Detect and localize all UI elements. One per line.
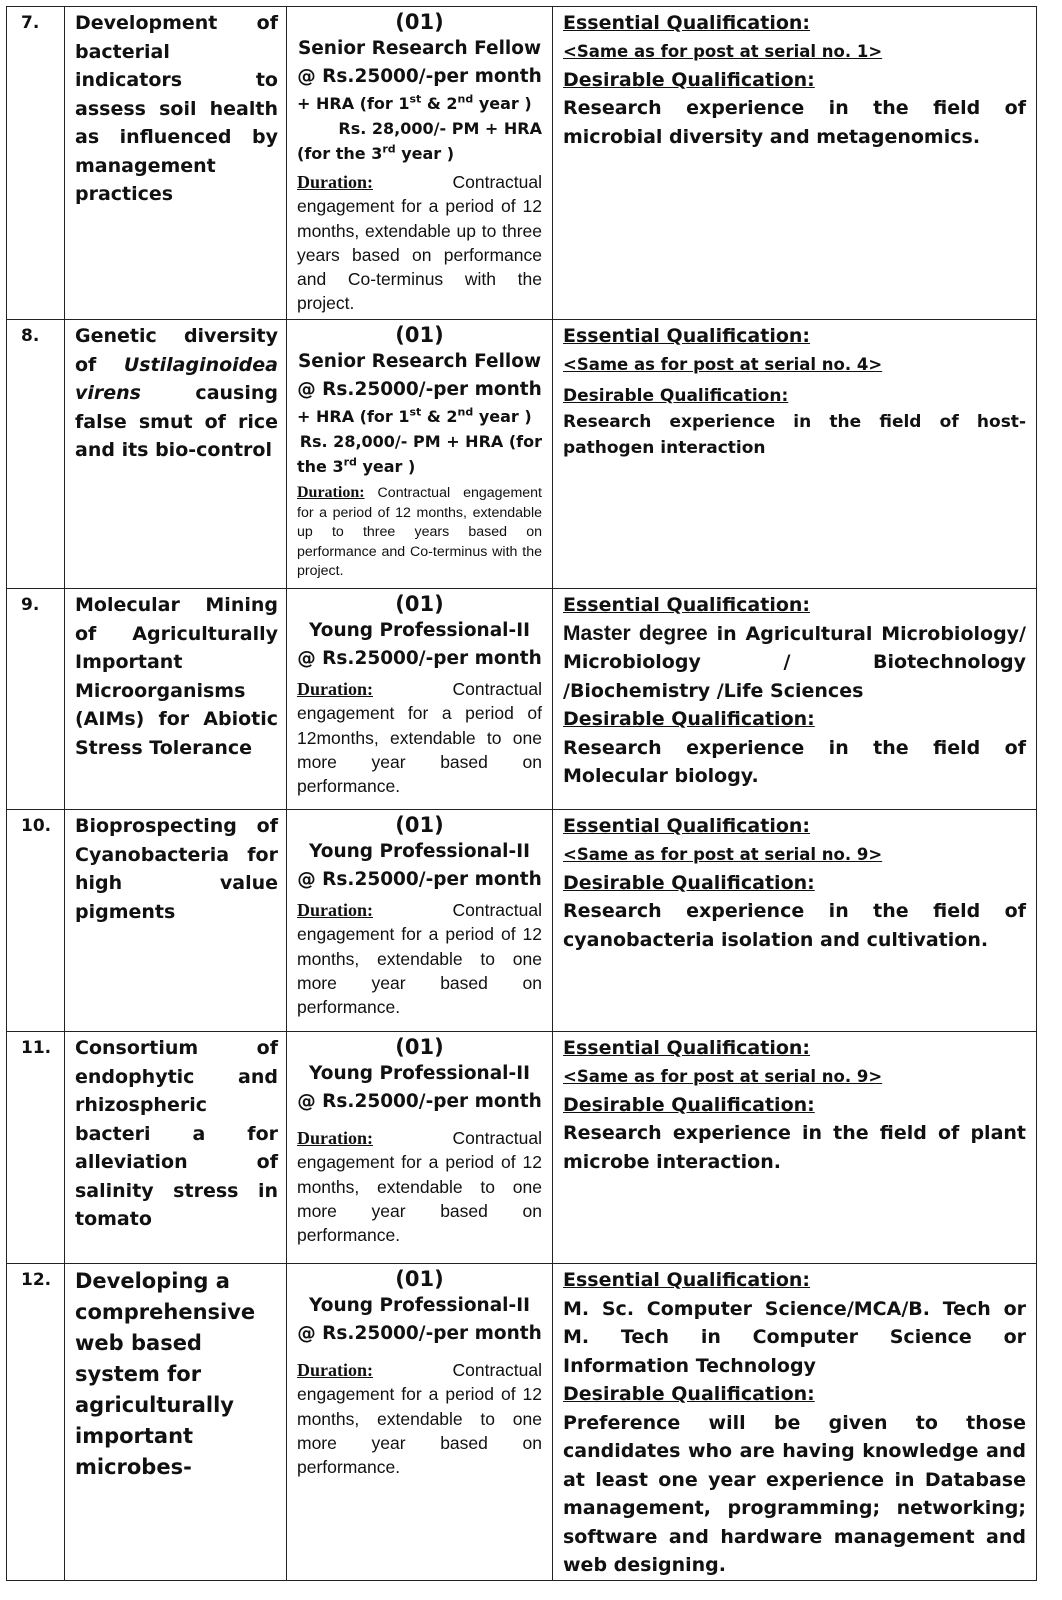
serial-cell xyxy=(7,1264,65,1581)
essential-qualification-heading: Essential Qualification: xyxy=(563,1037,811,1059)
essential-qualification-text: <Same as for post at serial no. 9> xyxy=(563,1066,883,1086)
stipend: @ Rs.25000/-per month xyxy=(297,1323,542,1344)
duration: Duration: Contractual engagement for a period of 12 months, extendable to one more year based on performance. xyxy=(297,900,542,1018)
essential-qualification-heading: Essential Qualification: xyxy=(563,12,811,34)
post-cell xyxy=(287,1032,553,1264)
desirable-qualification-text: Preference will be given to those candidates who are having knowledge and at least one year experience in Database management, programming; networking; software and hardware management and web designing. xyxy=(563,1411,1026,1576)
desirable-qualification-heading: Desirable Qualification: xyxy=(563,708,815,730)
stipend: @ Rs.25000/-per month xyxy=(297,379,542,400)
desirable-qualification-heading: Desirable Qualification: xyxy=(563,68,815,91)
essential-qualification-text: M. Sc. Computer Science/MCA/B. Tech or M. Tech in Computer Science or Information Technology xyxy=(563,1297,1026,1377)
essential-qualification-text: <Same as for post at serial no. 1> xyxy=(563,41,883,61)
project-title: Molecular Mining of Agriculturally Important Microorganisms (AIMs) for Abiotic Stress Tolerance xyxy=(75,594,278,759)
post-name: Young Professional-II xyxy=(309,1295,530,1316)
post-cell xyxy=(287,810,553,1032)
serial-number: 11. xyxy=(21,1038,52,1058)
table-row xyxy=(7,1264,1037,1581)
project-title: Bioprospecting of Cyanobacteria for high value pigments xyxy=(75,815,278,923)
hra-line-1: + HRA (for 1st & 2nd year ) xyxy=(297,405,532,426)
hra-line-2: Rs. 28,000/- PM + HRA xyxy=(338,119,542,138)
post-name: Young Professional-II xyxy=(309,1063,530,1084)
essential-qualification-heading: Essential Qualification: xyxy=(563,325,811,347)
qualification-cell xyxy=(553,810,1037,1032)
serial-cell xyxy=(7,320,65,589)
duration: Duration: Contractual engagement for a period of 12 months, extendable up to three years based on performance and Co-terminus with the project. xyxy=(297,484,542,579)
hra-line-3: the 3rd year ) xyxy=(297,455,416,476)
serial-number: 8. xyxy=(21,326,40,346)
table-row xyxy=(7,810,1037,1032)
post-name: Young Professional-II xyxy=(309,841,530,862)
desirable-qualification-heading: Desirable Qualification: xyxy=(563,385,789,406)
desirable-qualification-text: Research experience in the field of cyanobacteria isolation and cultivation. xyxy=(563,900,1026,951)
serial-cell xyxy=(7,7,65,320)
post-count: (01) xyxy=(395,592,444,616)
posts-table xyxy=(6,6,1037,1581)
stipend: @ Rs.25000/-per month xyxy=(297,869,542,890)
essential-qualification-text: <Same as for post at serial no. 9> xyxy=(563,844,883,864)
post-name: Young Professional-II xyxy=(309,620,530,641)
project-title: Developing a comprehensive web based system for agriculturally important microbes- xyxy=(75,1269,256,1479)
post-name: Senior Research Fellow xyxy=(297,351,542,372)
essential-qualification-heading: Essential Qualification: xyxy=(563,1269,811,1291)
essential-qualification-text: Master degree in Agricultural Microbiology/ Microbiology / Biotechnology /Biochemistry /Life Sciences xyxy=(563,621,1026,702)
serial-number: 7. xyxy=(21,13,40,33)
serial-cell xyxy=(7,1032,65,1264)
stipend: @ Rs.25000/-per month xyxy=(297,66,542,87)
qualification-cell xyxy=(553,1264,1037,1581)
post-count: (01) xyxy=(395,10,444,34)
hra-line-3: (for the 3rd year ) xyxy=(297,142,455,163)
stipend: @ Rs.25000/-per month xyxy=(297,648,542,669)
post-count: (01) xyxy=(395,1035,444,1059)
post-cell xyxy=(287,1264,553,1581)
post-count: (01) xyxy=(395,1267,444,1291)
table-row xyxy=(7,320,1037,589)
project-title: Consortium of endophytic and rhizospheric bacteri a for alleviation of salinity stress in tomato xyxy=(75,1037,278,1230)
desirable-qualification-heading: Desirable Qualification: xyxy=(563,1383,815,1405)
post-count: (01) xyxy=(395,813,444,837)
serial-number: 9. xyxy=(21,595,40,615)
project-cell xyxy=(65,320,287,589)
post-cell xyxy=(287,589,553,810)
duration: Duration: Contractual engagement for a period of 12 months, extendable up to three years based on performance and Co-terminus with the project. xyxy=(297,172,542,314)
serial-cell xyxy=(7,810,65,1032)
essential-qualification-heading: Essential Qualification: xyxy=(563,594,811,616)
desirable-qualification-text: Research experience in the field of host-pathogen interaction xyxy=(563,411,1026,458)
table-row xyxy=(7,589,1037,810)
essential-qualification-text: <Same as for post at serial no. 4> xyxy=(563,354,883,374)
stipend: @ Rs.25000/-per month xyxy=(297,1091,542,1112)
desirable-qualification-text: Research experience in the field of Molecular biology. xyxy=(563,736,1026,787)
qualification-cell xyxy=(553,589,1037,810)
project-cell xyxy=(65,7,287,320)
hra-line-1: + HRA (for 1st & 2nd year ) xyxy=(297,92,532,113)
qualification-cell xyxy=(553,320,1037,589)
project-title: Genetic diversity of Ustilaginoidea virens causing false smut of rice and its bio-control xyxy=(75,325,278,461)
project-cell xyxy=(65,589,287,810)
hra-line-2: Rs. 28,000/- PM + HRA (for xyxy=(299,432,542,451)
serial-cell xyxy=(7,589,65,810)
serial-number: 10. xyxy=(21,816,52,836)
desirable-qualification-heading: Desirable Qualification: xyxy=(563,871,815,894)
desirable-qualification-heading: Desirable Qualification: xyxy=(563,1093,815,1116)
desirable-qualification-text: Research experience in the field of microbial diversity and metagenomics. xyxy=(563,97,1026,148)
post-name: Senior Research Fellow xyxy=(297,38,542,59)
qualification-cell xyxy=(553,1032,1037,1264)
desirable-qualification-text: Research experience in the field of plant microbe interaction. xyxy=(563,1122,1026,1173)
project-title: Development of bacterial indicators to assess soil health as influenced by management practices xyxy=(75,12,278,205)
duration: Duration: Contractual engagement for a period of 12months, extendable to one more year based on performance. xyxy=(297,679,542,797)
essential-qualification-heading: Essential Qualification: xyxy=(563,815,811,837)
post-cell xyxy=(287,320,553,589)
post-count: (01) xyxy=(395,323,444,347)
post-cell xyxy=(287,7,553,320)
project-cell xyxy=(65,810,287,1032)
serial-number: 12. xyxy=(21,1270,52,1290)
qualification-cell xyxy=(553,7,1037,320)
project-cell xyxy=(65,1264,287,1581)
table-row xyxy=(7,7,1037,320)
duration: Duration: Contractual engagement for a period of 12 months, extendable to one more year based on performance. xyxy=(297,1128,542,1246)
duration: Duration: Contractual engagement for a period of 12 months, extendable to one more year based on performance. xyxy=(297,1360,542,1478)
project-cell xyxy=(65,1032,287,1264)
table-row xyxy=(7,1032,1037,1264)
